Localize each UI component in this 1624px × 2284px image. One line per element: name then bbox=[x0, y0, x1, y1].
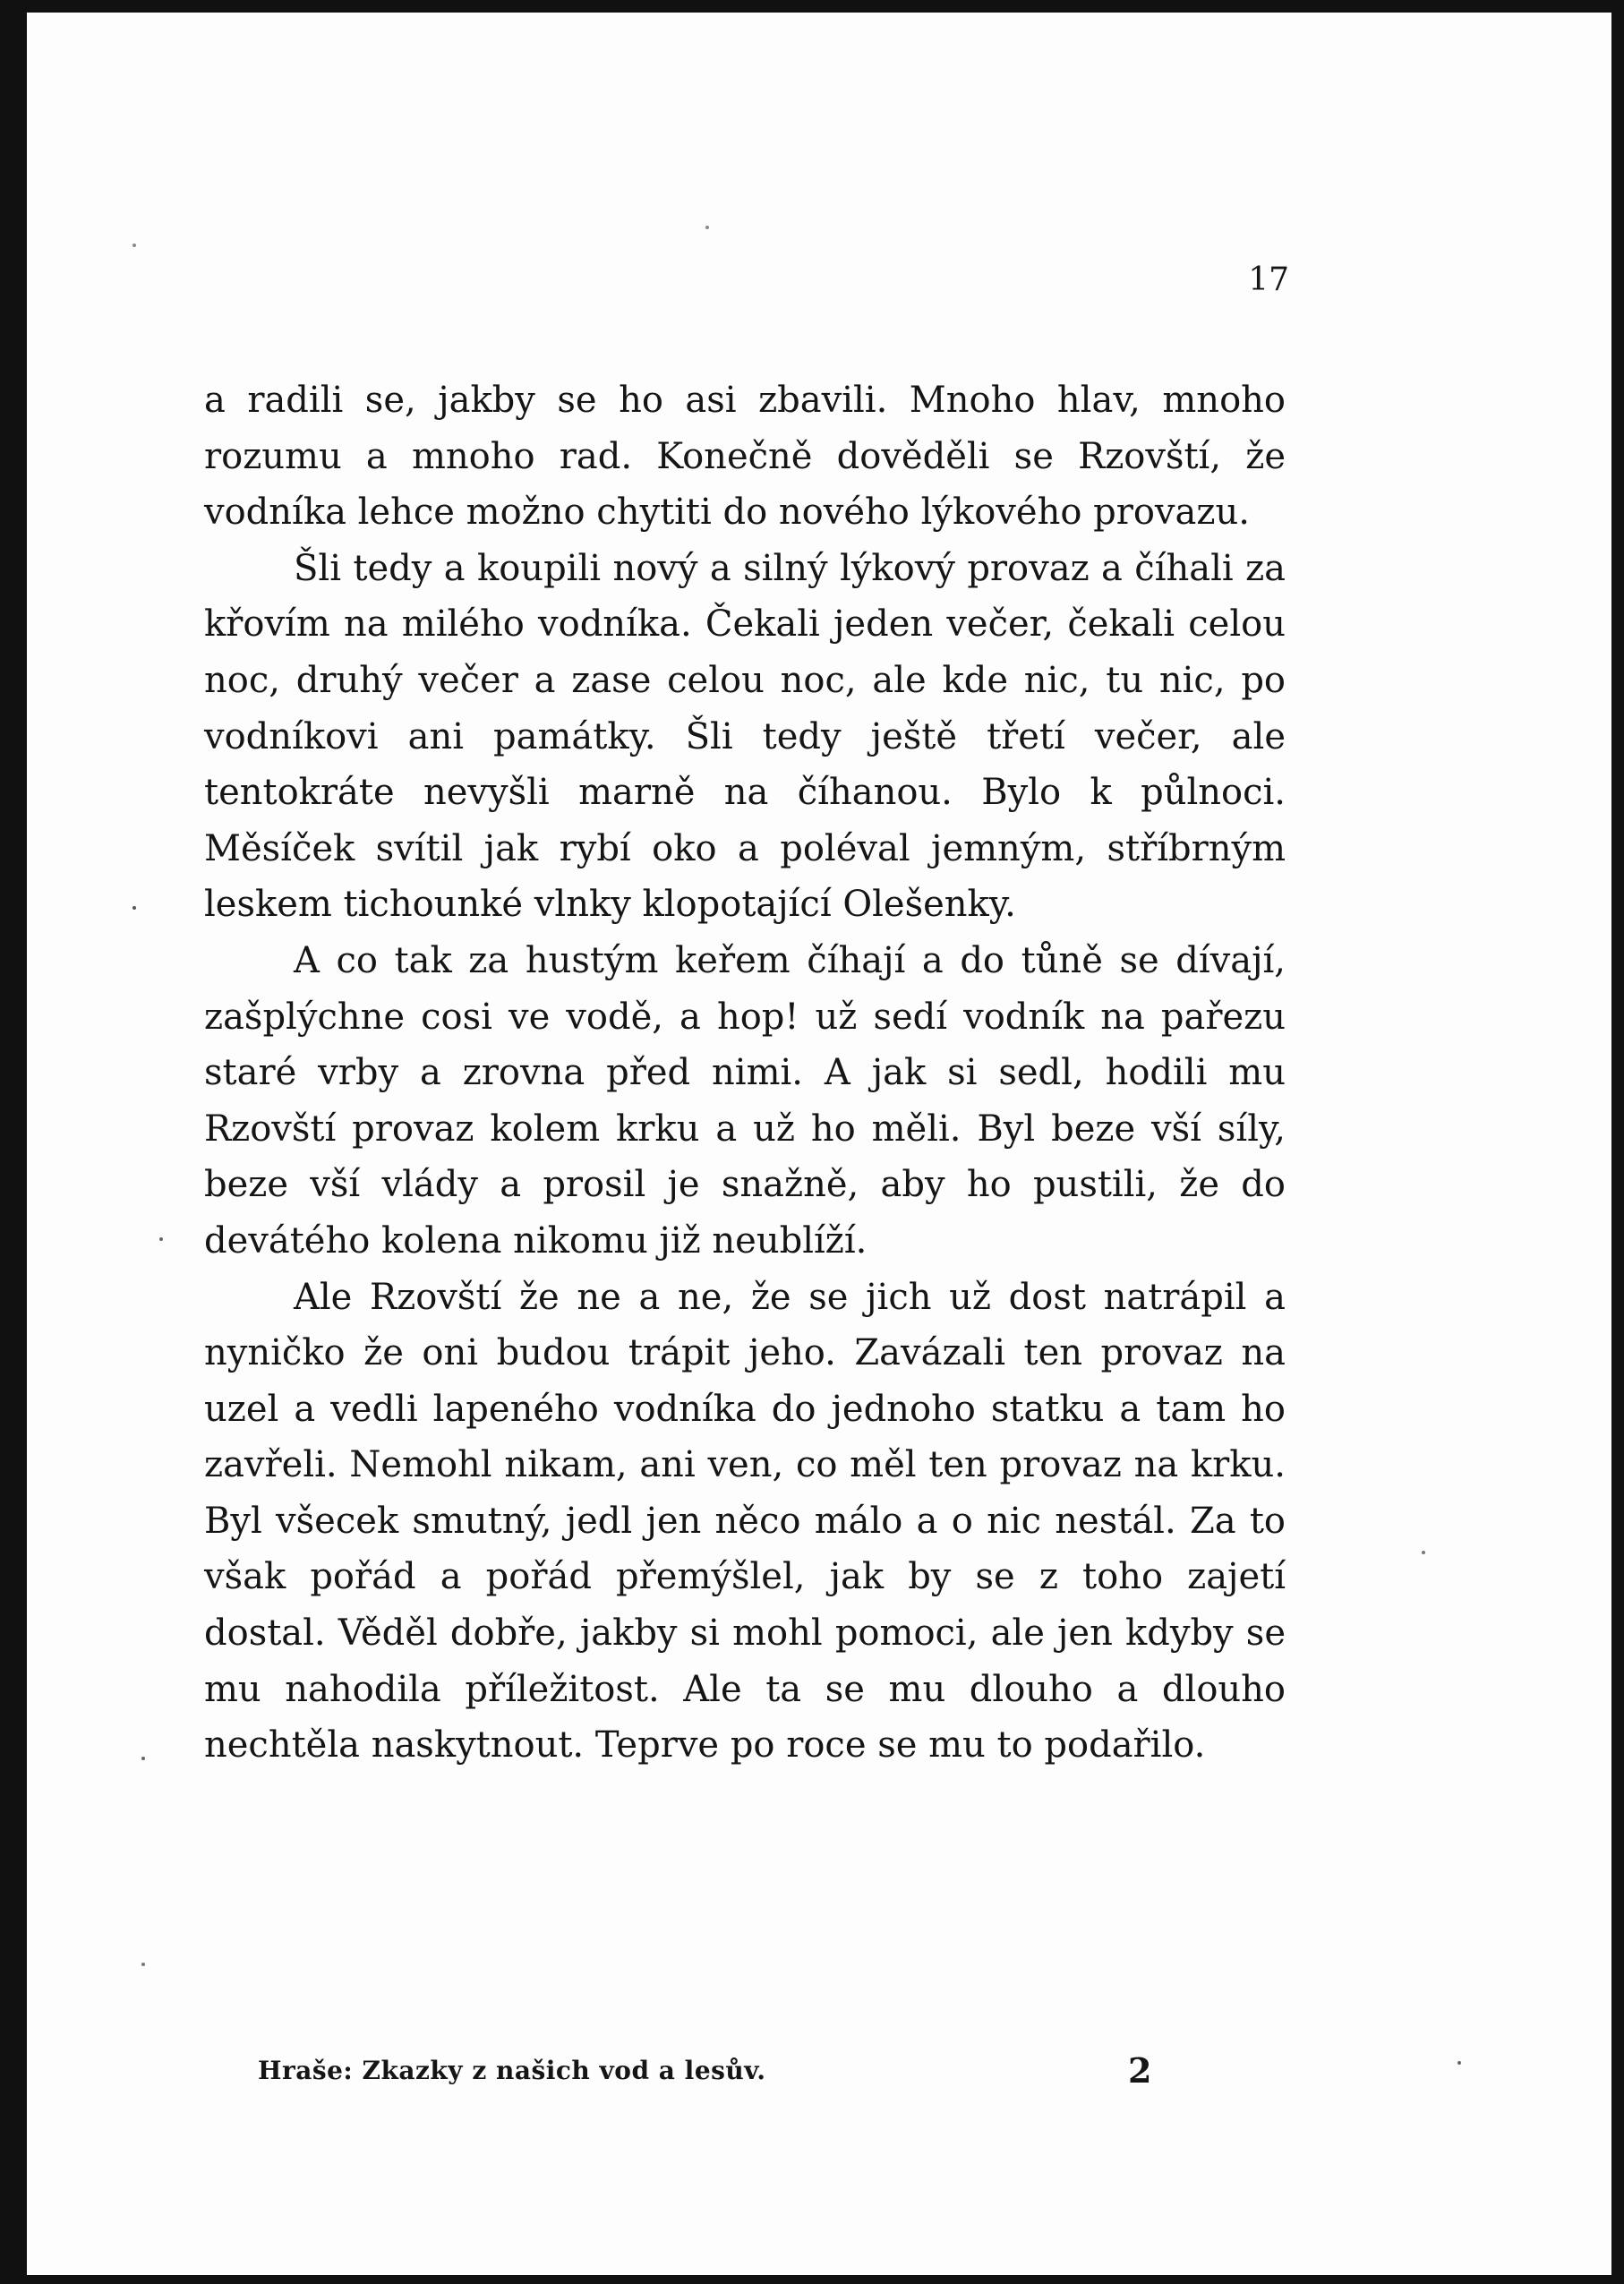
paragraph: Ale Rzovští že ne a ne, že se jich už dost natrápil a nyničko že oni budou trápit jeho. Zavázali ten provaz na uzel a vedli lapeného vodníka do jednoho statku a tam ho zavřeli. Nemohl nikam, ani ven, co měl ten provaz na krku. Byl všecek smutný, jedl jen něco málo a o nic nestál. Za to však pořád a pořád přemýšlel, jak by se z toho zajetí dostal. Věděl dobře, jakby si mohl pomoci, ale jen kdyby se mu nahodila příležitost. Ale ta se mu dlouho a dlouho nechtěla naskytnout. Teprve po roce se mu to podařilo. bbox=[204, 1276, 1286, 1766]
paragraph: a radili se, jakby se ho asi zbavili. Mnoho hlav, mnoho rozumu a mnoho rad. Konečně dověděli se Rzovští, že vodníka lehce možno chytiti do nového lýkového provazu. bbox=[204, 380, 1286, 534]
paragraph: A co tak za hustým keřem číhají a do tůně se dívají, zašplýchne cosi ve vodě, a hop! už sedí vodník na pařezu staré vrby a zrovna před nimi. A jak si sedl, hodili mu Rzovští provaz kolem krku a už ho měli. Byl beze vší síly, beze vší vlády a prosil je snažně, aby ho pustili, že do devátého kolena nikomu již neublíží. bbox=[204, 939, 1286, 1262]
signature-mark: 2 bbox=[1128, 2050, 1152, 2091]
page-number: 17 bbox=[1248, 261, 1289, 298]
body-text bbox=[204, 372, 1286, 1774]
paragraph: Šli tedy a koupili nový a silný lýkový provaz a číhali za křovím na milého vodníka. Čekali jeden večer, čekali celou noc, druhý večer a zase celou noc, ale kde nic, tu nic, po vodníkovi ani památky. Šli tedy ještě třetí večer, ale tentokráte nevyšli marně na číhanou. Bylo k půlnoci. Měsíček svítil jak rybí oko a poléval jemným, stříbrným leskem tichounké vlnky klopotající Olešenky. bbox=[204, 547, 1286, 926]
footer-source: Hraše: Zkazky z našich vod a lesův. bbox=[258, 2056, 766, 2085]
